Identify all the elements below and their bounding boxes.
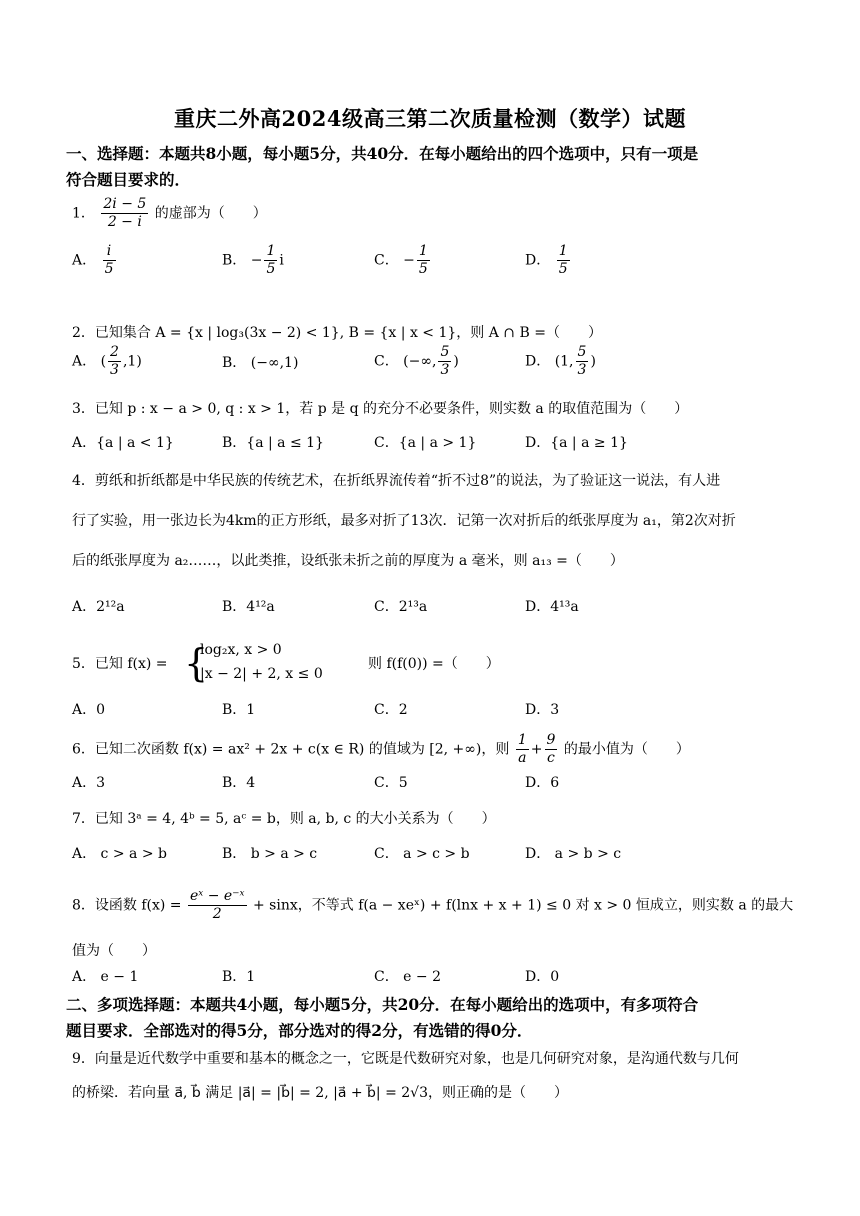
question-4-options: [72, 596, 792, 626]
question-9-line-2: 的桥梁．若向量 a⃗, b⃗ 满足 |a⃗| = |b⃗| = 2, |a⃗ + b⃗| = 2√3，则正确的是（ ）: [72, 1085, 569, 1101]
question-8-option-d: D．0: [525, 969, 560, 985]
question-8-option-a: A． e − 1: [72, 969, 139, 985]
fraction-denominator: 5: [418, 261, 428, 277]
question-1-options: [72, 243, 792, 277]
question-5-options: [72, 699, 792, 729]
option-prefix: (1,: [554, 353, 574, 370]
question-1-stem: 的虚部为（ ）: [154, 205, 267, 222]
question-1-fraction-denominator: 2 − i: [107, 214, 142, 230]
question-5-case-2: |x − 2| + 2, x ≤ 0: [200, 666, 323, 682]
option-label: D．: [525, 252, 551, 269]
question-8-line-2: 值为（ ）: [72, 943, 156, 959]
option-fraction: [417, 243, 430, 278]
fraction-numerator: 1: [558, 243, 568, 259]
question-6-option-d: D．6: [525, 775, 560, 791]
question-2-option-c: [374, 344, 459, 379]
question-2-options: [72, 344, 792, 378]
question-1-option-c: [374, 243, 432, 278]
fraction-numerator: 1: [517, 732, 527, 748]
question-8-prefix: 8．设函数 f(x) =: [72, 897, 182, 914]
fraction-numerator: 1: [418, 243, 428, 259]
fraction-denominator: 3: [440, 362, 450, 378]
question-5-option-b: B．1: [222, 702, 256, 718]
option-suffix: ): [453, 353, 459, 370]
fraction-denominator: 5: [558, 261, 568, 277]
question-4-option-a: A．2¹²a: [72, 599, 125, 615]
question-7-option-d: D． a > b > c: [525, 846, 622, 862]
fraction-numerator: 1: [266, 243, 276, 259]
question-2-option-d: [525, 344, 596, 379]
question-5-option-c: C．2: [374, 702, 408, 718]
question-5: [72, 638, 794, 690]
question-5-case-1: log₂x, x > 0: [200, 642, 282, 658]
section-2-line-1: 二、多项选择题：本题共4小题，每小题5分，共20分．在每小题给出的选项中，有多项符合: [66, 995, 699, 1014]
question-7-options: [72, 843, 792, 873]
question-2-option-b: [222, 344, 298, 372]
section-2-header: [66, 992, 796, 1044]
fraction-denominator: 5: [104, 261, 114, 277]
question-1: [72, 196, 794, 231]
question-6-stem: 的最小值为（ ）: [563, 741, 690, 758]
question-6: [72, 732, 794, 767]
question-8-option-b: B．1: [222, 969, 256, 985]
question-3-option-c: C．{a | a > 1}: [374, 435, 477, 451]
option-label: B．: [222, 355, 247, 371]
option-suffix: ): [590, 353, 596, 370]
question-5-option-a: A．0: [72, 702, 106, 718]
question-3-option-b: B．{a | a ≤ 1}: [222, 435, 324, 451]
question-7: 7．已知 3ᵃ = 4, 4ᵇ = 5, aᶜ = b，则 a, b, c 的大小关系为（ ）: [72, 811, 496, 827]
section-1-header: [66, 141, 796, 193]
question-7-option-c: C． a > c > b: [374, 846, 470, 862]
paren-open: (: [100, 353, 107, 370]
option-label: B．: [222, 252, 247, 269]
option-label: A．: [72, 252, 97, 269]
fraction-numerator: eˣ − e⁻ˣ: [190, 888, 245, 904]
option-suffix: i: [279, 252, 284, 269]
question-2: 2．已知集合 A = {x | log₃(3x − 2) < 1}, B = {x | x < 1}，则 A ∩ B =（ ）: [72, 325, 602, 341]
question-6-option-a: A．3: [72, 775, 106, 791]
fraction-denominator: a: [518, 750, 527, 766]
question-1-number: 1．: [72, 205, 95, 222]
question-3: 3．已知 p : x − a > 0, q : x > 1，若 p 是 q 的充分不必要条件，则实数 a 的取值范围为（ ）: [72, 401, 689, 417]
fraction-denominator: 5: [266, 261, 276, 277]
question-7-option-b: B． b > a > c: [222, 846, 318, 862]
fraction-denominator: 3: [577, 362, 587, 378]
question-4-option-c: C．2¹³a: [374, 599, 428, 615]
fraction-numerator: 2: [110, 344, 119, 360]
option-label: D．: [525, 353, 551, 370]
question-4-line-2: 行了实验，用一张边长为4km的正方形纸，最多对折了13次．记第一次对折后的纸张厚度为 a₁，第2次对折: [72, 513, 736, 529]
option-suffix: ,1): [122, 353, 142, 370]
question-8-option-c: C． e − 2: [374, 969, 441, 985]
question-8: [72, 888, 794, 923]
question-4-option-b: B．4¹²a: [222, 599, 275, 615]
fraction-numerator: 9: [546, 732, 556, 748]
option-prefix: −: [250, 252, 263, 269]
question-1-fraction-numerator: 2i − 5: [103, 196, 147, 212]
question-5-prefix: 5．已知 f(x) =: [72, 656, 168, 672]
question-1-option-d: [525, 243, 572, 278]
fraction-numerator: 5: [440, 344, 450, 360]
question-8-stem: + sinx，不等式 f(a − xeˣ) + f(lnx + x + 1) ≤ 0 对 x > 0 恒成立，则实数 a 的最大: [252, 897, 794, 914]
question-5-stem: 则 f(f(0)) =（ ）: [368, 656, 500, 672]
question-2-option-a: [72, 344, 142, 379]
fraction-denominator: 3: [110, 362, 119, 378]
question-6-options: [72, 772, 792, 802]
fraction-numerator: i: [103, 243, 116, 261]
option-label: A．: [72, 353, 97, 370]
question-4-option-d: D．4¹³a: [525, 599, 579, 615]
option-fraction: [103, 243, 116, 278]
question-6-option-b: B．4: [222, 775, 256, 791]
question-6-fraction-1: [516, 732, 529, 767]
question-6-fraction-2: [545, 732, 558, 767]
question-4-line-3: 后的纸张厚度为 a₂……，以此类推，设纸张未折之前的厚度为 a 毫米，则 a₁₃ =（ ）: [72, 553, 624, 569]
question-3-option-a: A．{a | a < 1}: [72, 435, 174, 451]
section-1-line-2: 符合题目要求的．: [66, 170, 191, 189]
fraction-denominator: 2: [212, 906, 222, 922]
question-6-option-c: C．5: [374, 775, 408, 791]
option-fraction: [557, 243, 570, 278]
question-8-fraction: [188, 888, 247, 923]
section-1-line-1: 一、选择题：本题共8小题，每小题5分，共40分．在每小题给出的四个选项中，只有一项是: [66, 144, 699, 163]
fraction-denominator: c: [547, 750, 555, 766]
section-2-line-2: 题目要求．全部选对的得5分，部分选对的得2分，有选错的得0分．: [66, 1021, 533, 1040]
question-1-fraction: [101, 196, 148, 231]
question-4-line-1: 4．剪纸和折纸都是中华民族的传统艺术，在折纸界流传着“折不过8”的说法，为了验证这一说法，有人进: [72, 473, 721, 489]
option-label: C．: [374, 353, 399, 370]
brace-icon: {: [184, 641, 209, 685]
option-prefix: −: [403, 252, 415, 269]
question-3-options: [72, 432, 792, 462]
option-fraction: [576, 344, 589, 379]
option-text: (−∞,1): [250, 355, 299, 371]
question-5-option-d: D．3: [525, 702, 560, 718]
option-fraction: [438, 344, 451, 379]
option-prefix: (−∞,: [403, 353, 437, 370]
question-9-line-1: 9．向量是近代数学中重要和基本的概念之一，它既是代数研究对象，也是几何研究对象，是沟通代数与几何: [72, 1051, 739, 1067]
question-6-prefix: 6．已知二次函数 f(x) = ax² + 2x + c(x ∈ R) 的值域为 [2, +∞)，则: [72, 741, 510, 758]
plus-sign: +: [530, 741, 543, 758]
option-fraction: [264, 243, 277, 278]
question-1-option-b: [222, 243, 284, 278]
question-7-option-a: A． c > a > b: [72, 846, 167, 862]
fraction-numerator: 5: [577, 344, 587, 360]
page-title: 重庆二外高2024级高三第二次质量检测（数学）试题: [174, 106, 686, 131]
option-label: C．: [374, 252, 399, 269]
option-fraction: [108, 344, 121, 379]
question-3-option-d: D．{a | a ≥ 1}: [525, 435, 628, 451]
question-1-option-a: [72, 243, 118, 278]
